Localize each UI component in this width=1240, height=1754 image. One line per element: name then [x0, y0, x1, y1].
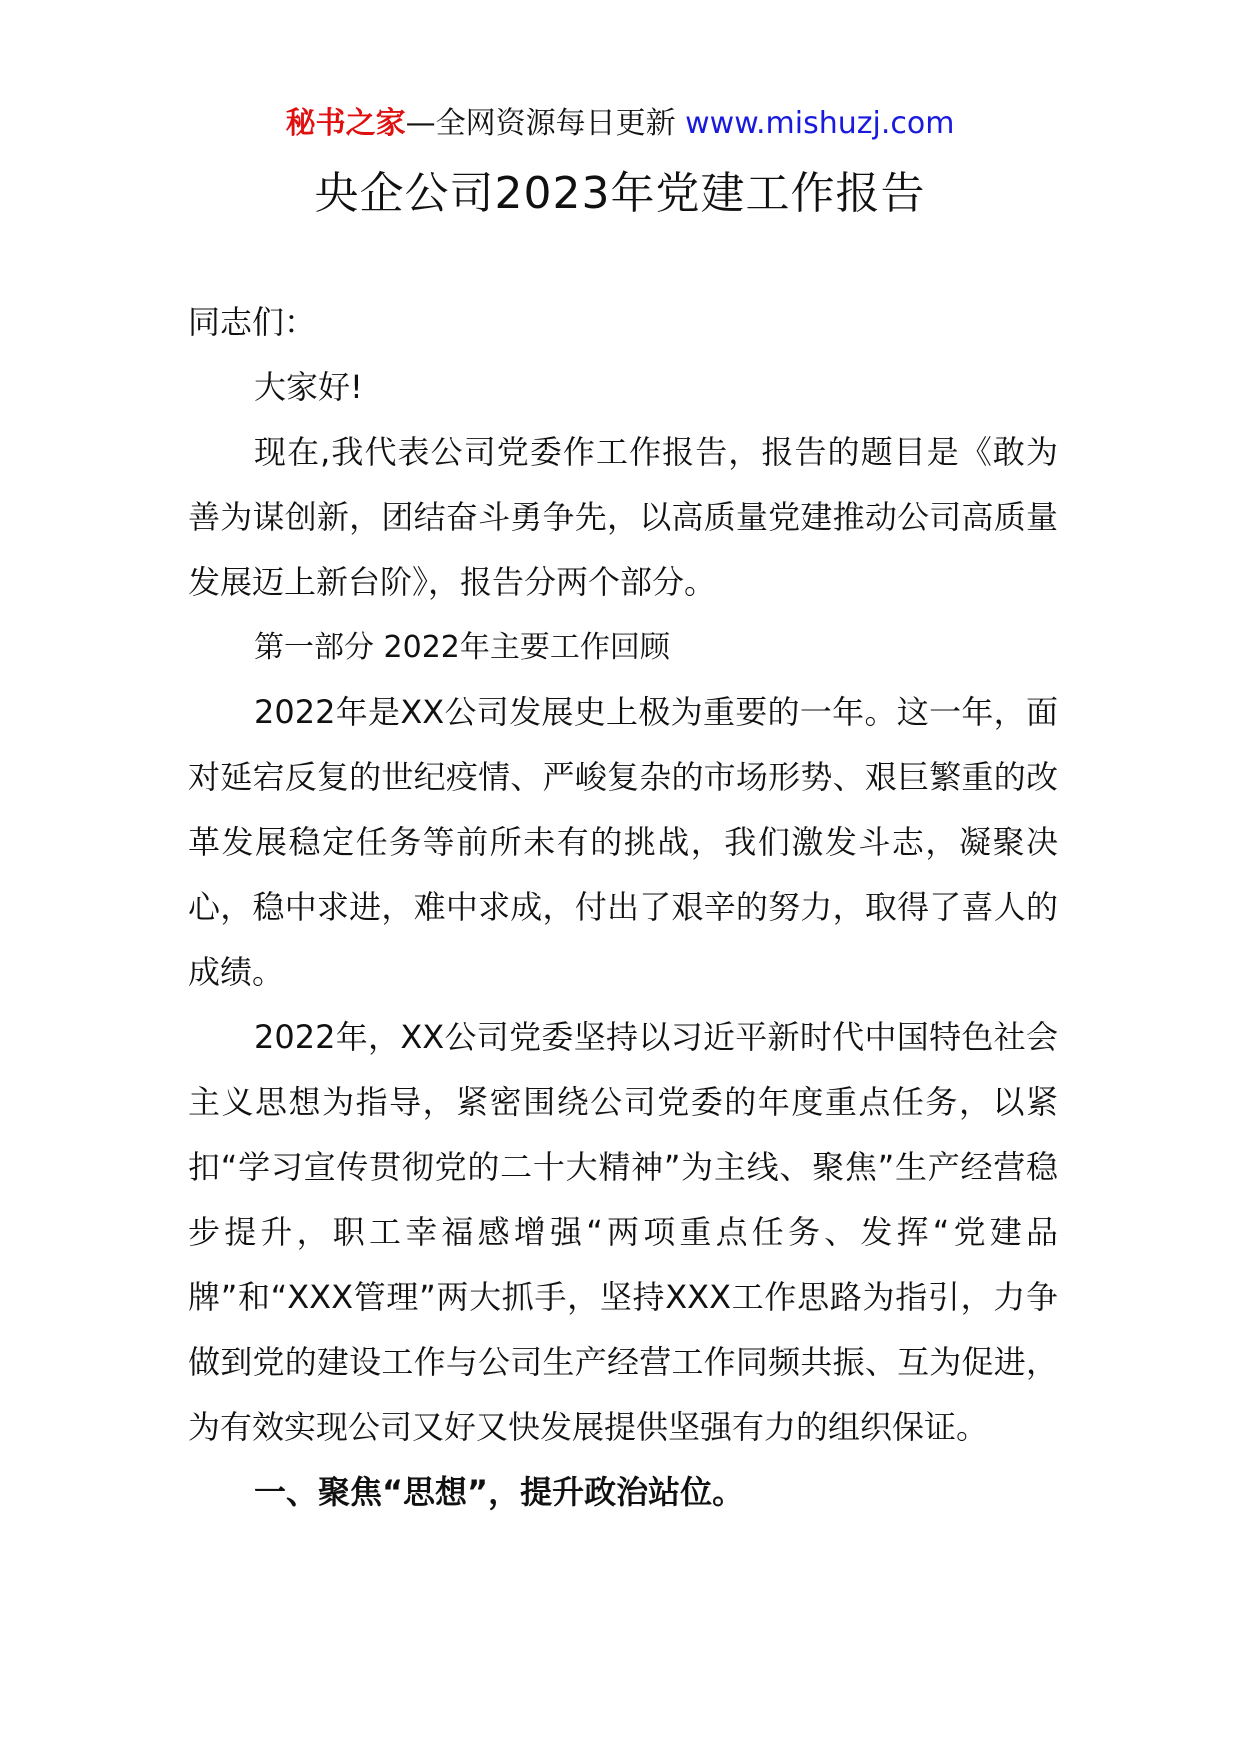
site-brand: 秘书之家: [285, 106, 406, 141]
work-summary-paragraph: 2022年，XX公司党委坚持以习近平新时代中国特色社会主义思想为指导，紧密围绕公司党委的年度重点任务，以紧扣“学习宣传贯彻党的二十大精神”为主线、聚焦”生产经营稳步提升，职工幸福感增强“两项重点任务、发挥“党建品牌”和“XXX管理”两大抓手，坚持XXX工作思路为指引，力争做到党的建设工作与公司生产经营工作同频共振、互为促进，为有效实现公司又好又快发展提供坚强有力的组织保证。: [188, 1018, 1058, 1446]
review-paragraph: 2022年是XX公司发展史上极为重要的一年。这一年，面对延宕反复的世纪疫情、严峻复杂的市场形势、艰巨繁重的改革发展稳定任务等前所未有的挑战，我们激发斗志，凝聚决心，稳中求进，难中求成，付出了艰辛的努力，取得了喜人的成绩。: [188, 693, 1058, 991]
document-body: [188, 290, 1058, 1525]
section-heading: 第一部分 2022年主要工作回顾: [254, 630, 670, 665]
salutation: 同志们：: [188, 303, 317, 341]
greeting: 大家好!: [254, 368, 363, 406]
subsection-heading: 一、聚焦“思想”，提升政治站位。: [254, 1473, 745, 1511]
document-title: 央企公司2023年党建工作报告: [314, 168, 926, 219]
site-url[interactable]: www.mishuzj.com: [685, 106, 955, 141]
site-banner: [0, 100, 1240, 148]
intro-paragraph: 现在,我代表公司党委作工作报告，报告的题目是《敢为善为谋创新，团结奋斗勇争先，以高质量党建推动公司高质量发展迈上新台阶》，报告分两个部分。: [188, 433, 1058, 601]
site-tagline: —全网资源每日更新: [405, 106, 686, 141]
